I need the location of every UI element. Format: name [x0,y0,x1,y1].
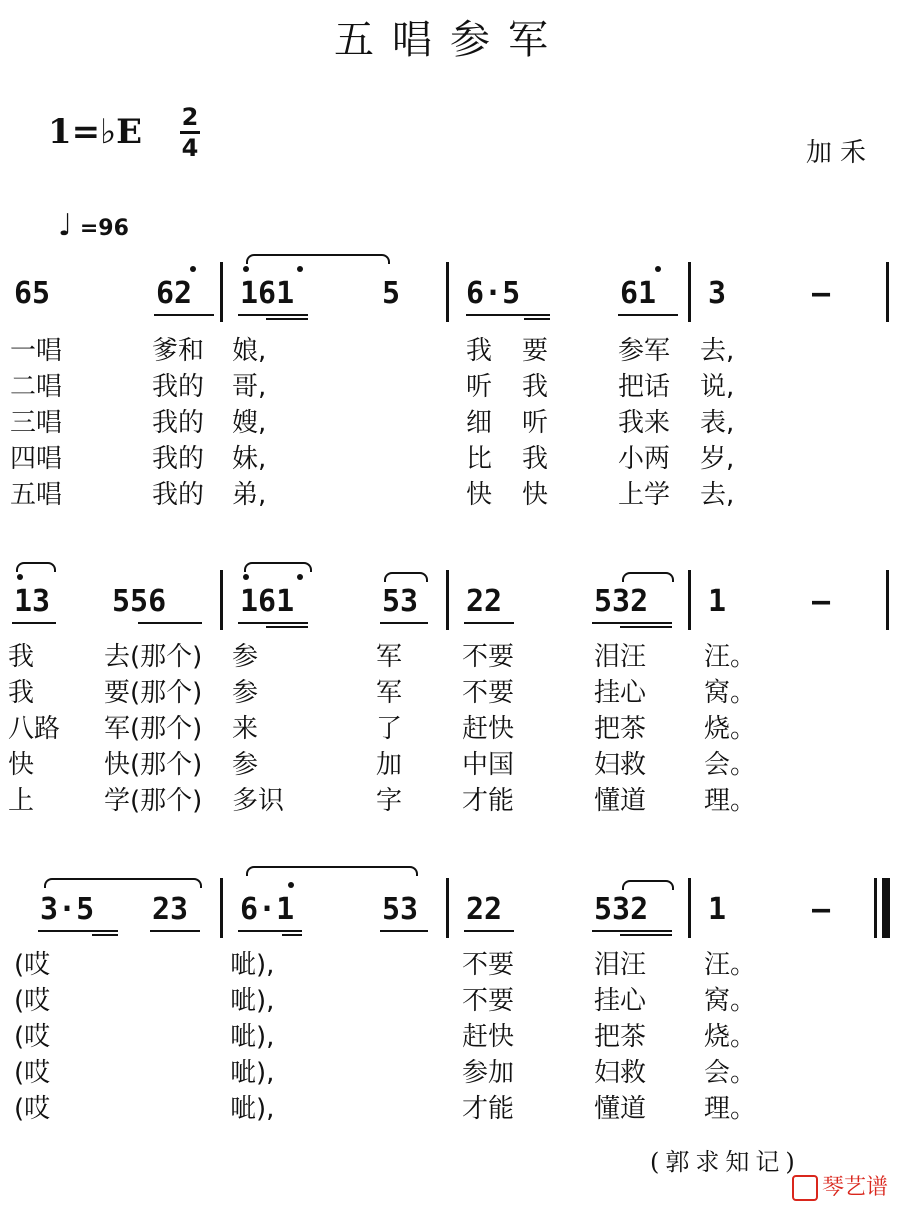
lyric: 呲), [230,1094,275,1124]
lyric: 呲), [230,1022,275,1052]
lyric: 烧。 [704,714,757,744]
bar-line [446,570,449,630]
lyric: 听 [522,408,549,438]
sixteenth-underline [266,626,308,628]
octave-dot [243,574,249,580]
lyric: 才能 [462,1094,515,1124]
slur [384,572,428,582]
bar-line [446,262,449,322]
page-title: 五唱参军 [334,17,566,63]
lyric: 挂心 [594,986,647,1016]
lyric: 泪汪 [594,642,647,672]
eighth-underline [12,622,56,624]
lyric: 我 [8,642,35,672]
lyric: 去, [700,336,735,366]
note-group: 53 [382,892,419,927]
octave-dot [190,266,196,272]
octave-dot [297,266,303,272]
note-group: 1 [708,584,727,619]
time-signature [180,104,200,161]
lyric: 不要 [462,950,515,980]
eighth-underline [380,930,428,932]
dash-extension: — [812,584,831,619]
note-group: 3·5 [40,892,95,927]
lyric: 我的 [152,444,205,474]
lyric: 弟, [232,480,267,510]
lyric: 去(那个) [104,642,203,672]
transcriber-credit: (郭求知记) [650,1148,801,1176]
lyric: (哎 [14,1058,51,1088]
lyric: 我 [522,372,549,402]
slur [622,880,674,890]
lyric: 二唱 [10,372,63,402]
lyric: 泪汪 [594,950,647,980]
eighth-underline [464,930,514,932]
lyric: 快 [466,480,493,510]
slur [44,878,202,888]
sixteenth-underline [92,934,118,936]
lyric: 上 [8,786,35,816]
slur [244,562,312,572]
lyric: 妇救 [594,750,647,780]
bar-line [688,262,691,322]
lyric: 军(那个) [104,714,203,744]
lyric: 汪。 [704,950,757,980]
note-group: 3 [708,276,727,311]
lyric: 细 [466,408,493,438]
lyric: 军 [376,678,403,708]
lyric: 去, [700,480,735,510]
lyric: 要(那个) [104,678,203,708]
lyric: 表, [700,408,735,438]
lyric: 了 [376,714,403,744]
sixteenth-underline [282,934,302,936]
lyric: 中国 [462,750,515,780]
lyric: 参加 [462,1058,515,1088]
bar-line [446,878,449,938]
slur [622,572,674,582]
note-group: 53 [382,584,419,619]
lyric: 呲), [230,986,275,1016]
note-group: 6·1 [240,892,295,927]
lyric: 窝。 [704,986,757,1016]
dash-extension: — [812,276,831,311]
lyric: 八路 [8,714,61,744]
lyric: 上学 [618,480,671,510]
slur [246,254,390,264]
lyric: 汪。 [704,642,757,672]
eighth-underline [592,930,672,932]
lyric: 会。 [704,1058,757,1088]
time-signature-bottom: 4 [181,134,199,162]
final-bar-thick [882,878,890,938]
bar-line [220,262,223,322]
lyric: 不要 [462,678,515,708]
note-group: 62 [156,276,193,311]
note-group: 22 [466,892,503,927]
note-group: 61 [620,276,657,311]
lyric: 我的 [152,408,205,438]
lyric: 加 [376,750,403,780]
eighth-underline [380,622,428,624]
lyric: 说, [700,372,735,402]
quarter-note-icon: ♩ [58,208,73,243]
lyric: 小两 [618,444,671,474]
bar-line [688,570,691,630]
eighth-underline [138,622,202,624]
lyric: 字 [376,786,403,816]
lyric: (哎 [14,1022,51,1052]
bar-line [220,570,223,630]
dash-extension: — [812,892,831,927]
lyric: 军 [376,642,403,672]
eighth-underline [150,930,200,932]
eighth-underline [238,930,302,932]
note-group: 13 [14,584,51,619]
lyric: 多识 [232,786,285,816]
sixteenth-underline [266,318,308,320]
time-signature-top: 2 [181,103,199,131]
lyric: 烧。 [704,1022,757,1052]
watermark [792,1170,888,1201]
lyric: (哎 [14,986,51,1016]
lyric: 快 [522,480,549,510]
lyric: 参 [232,678,259,708]
lyric: 学(那个) [104,786,203,816]
lyric: 我来 [618,408,671,438]
watermark-text: 琴艺谱 [822,1175,889,1200]
lyric: 懂道 [594,1094,647,1124]
lyric: 四唱 [10,444,63,474]
lyric: 妇救 [594,1058,647,1088]
bar-line [886,262,889,322]
note-group: 6·5 [466,276,521,311]
lyric: 不要 [462,642,515,672]
lyric: 我 [466,336,493,366]
sixteenth-underline [524,318,550,320]
lyric: 比 [466,444,493,474]
note-group: 532 [594,892,649,927]
octave-dot [655,266,661,272]
note-group: 161 [240,584,295,619]
octave-dot [288,882,294,888]
lyric: 我 [8,678,35,708]
lyric: 一唱 [10,336,63,366]
key-signature: 1=♭E [48,112,143,152]
lyric: 快(那个) [104,750,203,780]
lyric: 哥, [232,372,267,402]
note-group: 23 [152,892,189,927]
lyric: 会。 [704,750,757,780]
lyric: 我的 [152,372,205,402]
lyric: 要 [522,336,549,366]
lyric: 快 [8,750,35,780]
lyric: 岁, [700,444,735,474]
lyric: 参军 [618,336,671,366]
lyric: 我 [522,444,549,474]
lyric: 不要 [462,986,515,1016]
note-group: 1 [708,892,727,927]
lyric: 理。 [704,1094,757,1124]
eighth-underline [466,314,550,316]
lyric: (哎 [14,950,51,980]
eighth-underline [618,314,678,316]
lyric: 三唱 [10,408,63,438]
lyric: 赶快 [462,1022,515,1052]
lyric: 五唱 [10,480,63,510]
lyric: 挂心 [594,678,647,708]
eighth-underline [38,930,118,932]
lyric: 把茶 [594,1022,647,1052]
eighth-underline [238,314,308,316]
note-group: 532 [594,584,649,619]
lyric: 妹, [232,444,267,474]
octave-dot [17,574,23,580]
lyric: 娘, [232,336,267,366]
eighth-underline [592,622,672,624]
note-group: 161 [240,276,295,311]
lyric: 爹和 [152,336,205,366]
eighth-underline [154,314,214,316]
lyric: 听 [466,372,493,402]
lyric: 参 [232,750,259,780]
octave-dot [243,266,249,272]
lyric: 把话 [618,372,671,402]
lyric: 嫂, [232,408,267,438]
bar-line [688,878,691,938]
note-group: 22 [466,584,503,619]
octave-dot [297,574,303,580]
lyric: 呲), [230,1058,275,1088]
lyric: 窝。 [704,678,757,708]
note-group: 65 [14,276,51,311]
eighth-underline [238,622,308,624]
lyric: 来 [232,714,259,744]
slur [246,866,418,876]
lyric: 才能 [462,786,515,816]
lyric: 赶快 [462,714,515,744]
note-group: 5 [382,276,401,311]
bar-line [886,570,889,630]
slur [16,562,56,572]
bar-line [220,878,223,938]
watermark-logo-icon [792,1175,818,1201]
sixteenth-underline [620,626,672,628]
lyric: 理。 [704,786,757,816]
eighth-underline [464,622,514,624]
lyric: (哎 [14,1094,51,1124]
sixteenth-underline [620,934,672,936]
tempo-value: =96 [79,216,129,241]
lyric: 把茶 [594,714,647,744]
lyric: 呲), [230,950,275,980]
tempo-marking [58,208,129,243]
composer: 加禾 [806,138,875,168]
lyric: 参 [232,642,259,672]
note-group: 556 [112,584,167,619]
final-bar-thin [874,878,877,938]
lyric: 我的 [152,480,205,510]
lyric: 懂道 [594,786,647,816]
